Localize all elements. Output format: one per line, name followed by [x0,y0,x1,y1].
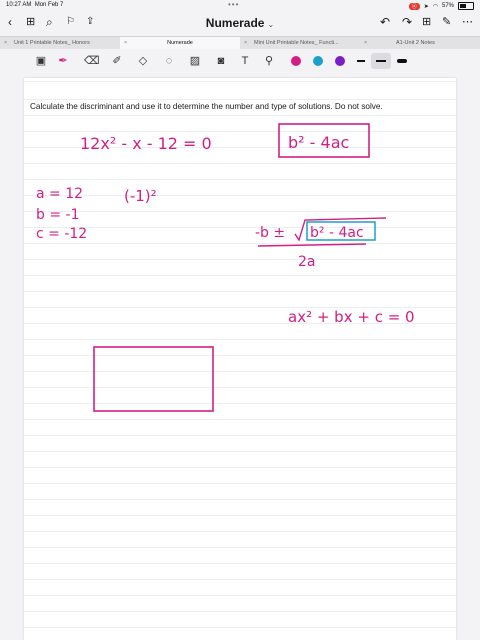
hw-b-value: b = -1 [36,207,80,223]
reader-icon[interactable]: ▣ [35,55,47,67]
question-text: Calculate the discriminant and use it to determine the number and type of solutions. Do not solve. [30,102,383,111]
battery-label: 57% [441,3,454,9]
tab-close-icon[interactable]: × [244,40,248,46]
tab-a1-unit2[interactable]: × A1-Unit 2 Notes [360,37,480,49]
shapes-icon[interactable]: ◇ [138,55,148,67]
laser-pointer-icon[interactable]: ⚲ [264,55,274,67]
pen-mode-icon[interactable]: ✎ [442,16,452,28]
hw-equation: 12x² - x - 12 = 0 [80,134,212,153]
hw-formula-boxed: b² - 4ac [288,133,350,152]
hw-a-value: a = 12 [36,186,84,202]
tab-close-icon[interactable]: × [124,40,128,46]
tab-close-icon[interactable]: × [364,40,368,46]
tab-close-icon[interactable]: × [4,40,8,46]
image-icon[interactable]: ▨ [189,55,201,67]
tab-mini-unit[interactable]: × Mini Unit Printable Notes_ Functi... [240,37,360,49]
more-icon[interactable]: ⋯ [462,16,473,28]
grid-view-icon[interactable]: ⊞ [26,16,36,28]
tab-unit1-notes[interactable]: × Unit 1 Printable Notes_ Honors [0,37,120,49]
hw-quad-numerator-left: -b ± [255,225,286,241]
back-chevron-icon[interactable]: ‹ [8,15,12,29]
document-title[interactable]: Numerade ⌄ [205,16,275,30]
recording-indicator: ⦿ [409,3,420,10]
status-time-date: 10:27 AM Mon Feb 7 [6,2,64,8]
tab-numerade[interactable]: × Numerade [120,37,240,49]
hw-drawn-rectangle [94,347,213,411]
hw-neg-one-squared: (-1)² [124,187,157,205]
redo-icon[interactable]: ↷ [402,15,413,29]
add-page-icon[interactable]: ⊞ [422,16,432,28]
hw-quad-denominator: 2a [298,254,316,270]
share-icon[interactable]: ⇪ [86,16,95,27]
camera-icon[interactable]: ◙ [217,55,225,67]
hw-standard-form: ax² + bx + c = 0 [288,308,415,326]
bookmark-icon[interactable]: ⚐ [66,16,75,27]
eraser-icon[interactable]: ⌫ [84,55,100,67]
pen-tool-icon[interactable]: ✒ [58,55,68,67]
multitask-dots[interactable]: ••• [228,0,240,9]
text-tool-icon[interactable]: T [241,55,249,67]
highlighter-icon[interactable]: ✐ [112,55,122,67]
search-icon[interactable]: ⌕ [46,15,53,29]
hw-fraction-bar [258,244,366,246]
wifi-icon: ◠ [432,3,438,10]
hw-c-value: c = -12 [36,226,88,242]
lasso-icon[interactable]: ◌ [165,55,173,67]
undo-icon[interactable]: ↶ [380,15,391,29]
location-icon: ➤ [423,3,429,10]
hw-quad-numerator-inner: b² - 4ac [310,225,364,241]
